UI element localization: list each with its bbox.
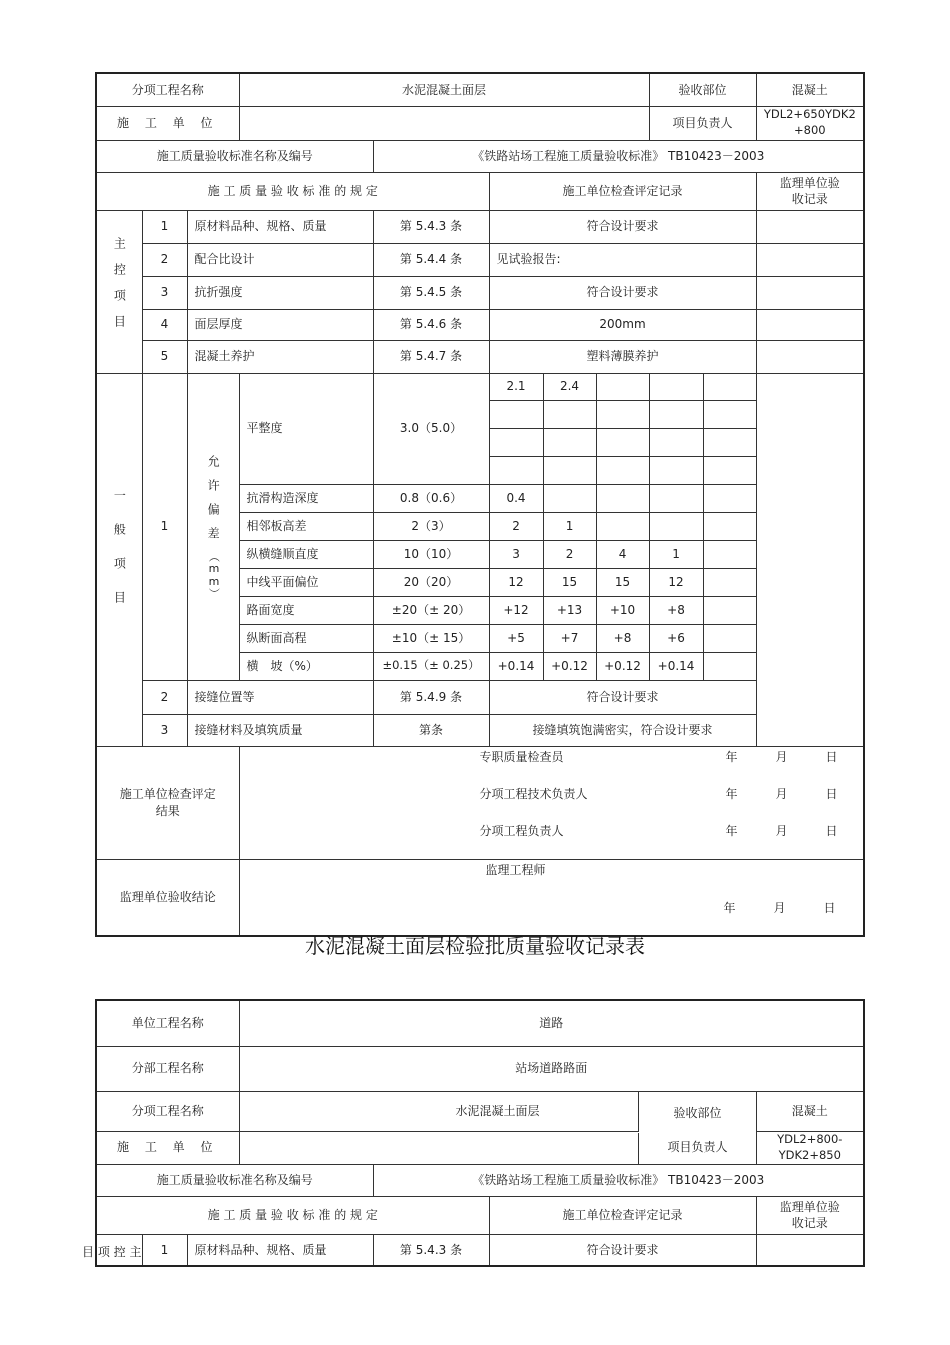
- inspection-part-label: 验收部位: [649, 73, 756, 106]
- measure-value: +10: [596, 596, 649, 624]
- mc-item: 抗折强度: [187, 276, 373, 309]
- deviation-group: [187, 373, 239, 680]
- measure-name: 路面宽度: [239, 596, 373, 624]
- flatness-value[interactable]: [649, 400, 703, 428]
- general-no: 2: [142, 680, 187, 714]
- inspection-part-value: 混凝土: [756, 1091, 864, 1131]
- date-year: 年: [723, 900, 736, 915]
- mc-supervision[interactable]: [756, 276, 864, 309]
- flatness-value[interactable]: [649, 373, 703, 400]
- measure-value: +0.14: [489, 652, 543, 680]
- measure-tolerance: ±10（± 15）: [373, 624, 489, 652]
- general-no: 3: [142, 714, 187, 746]
- mc-record: 见试验报告:: [489, 243, 756, 276]
- date-year: 年: [725, 823, 738, 838]
- measure-value: [596, 484, 649, 512]
- mc-item: 混凝土养护: [187, 340, 373, 373]
- project-manager-value: YDL2+650YDK2+800: [756, 106, 864, 140]
- mc-clause: 第 5.4.3 条: [373, 1234, 489, 1266]
- standard-value: 《铁路站场工程施工质量验收标准》 TB10423－2003: [373, 1164, 864, 1196]
- contractor-result-area[interactable]: [239, 746, 864, 859]
- measure-name: 相邻板高差: [239, 512, 373, 540]
- deviation-label: 允许偏差: [206, 454, 221, 551]
- measure-name: 纵断面高程: [239, 624, 373, 652]
- inspection-part-value: 混凝土: [756, 73, 864, 106]
- main-control-label: 目 项 控 主: [82, 1245, 142, 1259]
- inspection-table-2: [95, 999, 865, 1267]
- flatness-value[interactable]: [703, 373, 756, 400]
- mc-clause: 第 5.4.3 条: [373, 210, 489, 243]
- col-spec-header: 施 工 质 量 验 收 标 准 的 规 定: [96, 172, 489, 210]
- project-manager-label: 项目负责人: [667, 1140, 728, 1155]
- date-year: 年: [725, 786, 738, 801]
- measure-value[interactable]: [703, 568, 756, 596]
- measure-name: 中线平面偏位: [239, 568, 373, 596]
- unit-project-value: 道路: [239, 1000, 864, 1046]
- measure-value: +0.12: [596, 652, 649, 680]
- inspection-table-1: [95, 72, 865, 937]
- signer-subproject-lead: 分项工程负责人: [479, 823, 564, 838]
- mc-no: 2: [142, 243, 187, 276]
- contractor-result-label: 施工单位检查评定结果: [96, 746, 239, 859]
- measure-value: 12: [649, 568, 703, 596]
- standard-label: 施工质量验收标准名称及编号: [96, 1164, 373, 1196]
- mc-item: 原材料品种、规格、质量: [187, 210, 373, 243]
- project-manager-value: YDL2+800-YDK2+850: [756, 1131, 864, 1164]
- flatness-value[interactable]: [703, 400, 756, 428]
- flatness-value[interactable]: [596, 373, 649, 400]
- date-month: 月: [775, 823, 788, 838]
- measure-tolerance: 20（20）: [373, 568, 489, 596]
- mc-record: 200mm: [489, 309, 756, 340]
- flatness-value[interactable]: [543, 400, 596, 428]
- flatness-tolerance: 3.0（5.0）: [373, 373, 489, 484]
- measure-value: +8: [596, 624, 649, 652]
- mc-no: 1: [142, 1234, 187, 1266]
- col-supervision-header: 监理单位验收记录: [756, 172, 864, 210]
- division-value: 站场道路路面: [239, 1046, 864, 1091]
- page-title: 水泥混凝土面层检验批质量验收记录表: [305, 934, 645, 958]
- general-clause: 第 5.4.9 条: [373, 680, 489, 714]
- flatness-value[interactable]: [596, 400, 649, 428]
- general-clause: 第条: [373, 714, 489, 746]
- measure-value: +0.12: [543, 652, 596, 680]
- general-group: [96, 373, 142, 746]
- date-day: 日: [825, 749, 838, 764]
- mc-clause: 第 5.4.4 条: [373, 243, 489, 276]
- measure-value: +8: [649, 596, 703, 624]
- mc-item: 原材料品种、规格、质量: [187, 1234, 373, 1266]
- measure-value[interactable]: [703, 652, 756, 680]
- mc-no: 1: [142, 210, 187, 243]
- standard-value: 《铁路站场工程施工质量验收标准》 TB10423－2003: [373, 140, 864, 172]
- mc-supervision[interactable]: [756, 1234, 864, 1266]
- mc-no: 5: [142, 340, 187, 373]
- measure-value: 2: [543, 540, 596, 568]
- measure-value[interactable]: [703, 540, 756, 568]
- measure-value: +13: [543, 596, 596, 624]
- mc-record: 符合设计要求: [489, 1234, 756, 1266]
- mc-record: 符合设计要求: [489, 210, 756, 243]
- flatness-value[interactable]: [703, 428, 756, 456]
- flatness-name: 平整度: [239, 373, 373, 484]
- measure-name: 抗滑构造深度: [239, 484, 373, 512]
- flatness-value: 2.4: [543, 373, 596, 400]
- flatness-value[interactable]: [649, 456, 703, 484]
- signer-quality-inspector: 专职质量检查员: [479, 749, 564, 764]
- measure-value: 2: [489, 512, 543, 540]
- measure-tolerance: 10（10）: [373, 540, 489, 568]
- mc-clause: 第 5.4.5 条: [373, 276, 489, 309]
- general-supervision[interactable]: [756, 373, 864, 746]
- general-item: 接缝位置等: [187, 680, 373, 714]
- measure-value: 15: [596, 568, 649, 596]
- date-year: 年: [725, 749, 738, 764]
- mc-no: 4: [142, 309, 187, 340]
- mc-clause: 第 5.4.6 条: [373, 309, 489, 340]
- general-item-no: 1: [142, 373, 187, 680]
- flatness-value[interactable]: [543, 428, 596, 456]
- deviation-unit: （mm）: [207, 550, 221, 599]
- mc-item: 面层厚度: [187, 309, 373, 340]
- signer-supervision-engineer: 监理工程师: [485, 862, 546, 877]
- measure-name: 纵横缝顺直度: [239, 540, 373, 568]
- measure-value: [596, 512, 649, 540]
- contractor-value[interactable]: [239, 106, 649, 140]
- measure-value: 3: [489, 540, 543, 568]
- flatness-value[interactable]: [596, 428, 649, 456]
- flatness-value[interactable]: [489, 456, 543, 484]
- mc-no: 3: [142, 276, 187, 309]
- signer-technical-lead: 分项工程技术负责人: [479, 786, 588, 801]
- contractor-value[interactable]: [239, 1131, 756, 1164]
- date-month: 月: [775, 749, 788, 764]
- col-spec-header: 施 工 质 量 验 收 标 准 的 规 定: [96, 1196, 489, 1234]
- mc-supervision[interactable]: [756, 309, 864, 340]
- general-record: 符合设计要求: [489, 680, 756, 714]
- measure-tolerance: 0.8（0.6）: [373, 484, 489, 512]
- subproject-label: 分项工程名称: [96, 1091, 239, 1131]
- mc-item: 配合比设计: [187, 243, 373, 276]
- measure-value: 12: [489, 568, 543, 596]
- subproject-value-text: 水泥混凝土面层: [455, 1103, 540, 1118]
- measure-value: 1: [543, 512, 596, 540]
- subproject-label: 分项工程名称: [96, 73, 239, 106]
- flatness-value: 2.1: [489, 373, 543, 400]
- col-record-header: 施工单位检查评定记录: [489, 1196, 756, 1234]
- main-control-group: [96, 210, 142, 373]
- measure-value: +12: [489, 596, 543, 624]
- unit-project-label: 单位工程名称: [96, 1000, 239, 1046]
- measure-value[interactable]: [703, 596, 756, 624]
- standard-label: 施工质量验收标准名称及编号: [96, 140, 373, 172]
- measure-value: +0.14: [649, 652, 703, 680]
- divider: [638, 1133, 639, 1165]
- measure-value[interactable]: [703, 484, 756, 512]
- main-control-label: 主控项目: [112, 237, 127, 342]
- measure-tolerance: ±20（± 20）: [373, 596, 489, 624]
- mc-record: 符合设计要求: [489, 276, 756, 309]
- flatness-value[interactable]: [543, 456, 596, 484]
- flatness-value[interactable]: [703, 456, 756, 484]
- project-manager-label: 项目负责人: [649, 106, 756, 140]
- mc-clause: 第 5.4.7 条: [373, 340, 489, 373]
- col-supervision-header: 监理单位验收记录: [756, 1196, 864, 1234]
- inspection-part-label: 验收部位: [638, 1092, 756, 1132]
- date-day: 日: [825, 786, 838, 801]
- measure-tolerance: 2（3）: [373, 512, 489, 540]
- measure-value: 0.4: [489, 484, 543, 512]
- division-label: 分部工程名称: [96, 1046, 239, 1091]
- measure-value: 4: [596, 540, 649, 568]
- subproject-value: 水泥混凝土面层: [239, 73, 649, 106]
- measure-value[interactable]: [703, 624, 756, 652]
- measure-value[interactable]: [703, 512, 756, 540]
- mc-record: 塑料薄膜养护: [489, 340, 756, 373]
- mc-supervision[interactable]: [756, 210, 864, 243]
- measure-value: +7: [543, 624, 596, 652]
- mc-supervision[interactable]: [756, 243, 864, 276]
- supervision-result-area[interactable]: [239, 859, 864, 936]
- supervision-result-label: 监理单位验收结论: [96, 859, 239, 936]
- measure-value: 1: [649, 540, 703, 568]
- contractor-label: 施 工 单 位: [96, 1131, 239, 1164]
- general-item: 接缝材料及填筑质量: [187, 714, 373, 746]
- measure-name: 横 坡（%）: [239, 652, 373, 680]
- date-day: 日: [825, 823, 838, 838]
- measure-value: [649, 484, 703, 512]
- mc-supervision[interactable]: [756, 340, 864, 373]
- general-label: 一般项目: [112, 489, 127, 626]
- measure-value: +6: [649, 624, 703, 652]
- date-month: 月: [773, 900, 786, 915]
- measure-value: [649, 512, 703, 540]
- general-record: 接缝填筑饱满密实，符合设计要求: [489, 714, 756, 746]
- measure-value: +5: [489, 624, 543, 652]
- date-month: 月: [775, 786, 788, 801]
- flatness-value[interactable]: [596, 456, 649, 484]
- flatness-value[interactable]: [489, 400, 543, 428]
- flatness-value[interactable]: [649, 428, 703, 456]
- measure-tolerance: ±0.15（± 0.25）: [373, 652, 489, 680]
- measure-value: 15: [543, 568, 596, 596]
- date-day: 日: [823, 900, 836, 915]
- col-record-header: 施工单位检查评定记录: [489, 172, 756, 210]
- measure-value: [543, 484, 596, 512]
- flatness-value[interactable]: [489, 428, 543, 456]
- contractor-label: 施 工 单 位: [96, 106, 239, 140]
